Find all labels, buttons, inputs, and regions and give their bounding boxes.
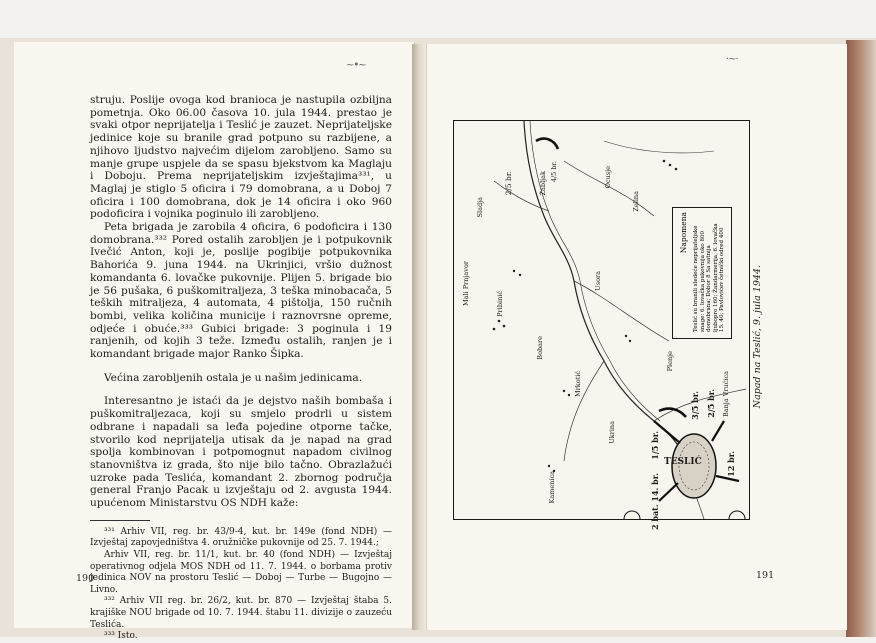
paragraph: struju. Poslije ovoga kod branioca je nastupila ozbiljna pometnja. Oko 06.00 časova 10. jula 1944. prestao je svaki otpor neprijatelja i Teslić je zauzet. Neprijateljske jedinice koje su branile grad potpuno su razbijene, a njihovo ljudstvo najvećim dijelom zarobljeno. Samo su manje grupe uspjele da se spasu bjekstvom ka Maglaju i Doboju. Prema neprijateljskim izvještajima³³¹, u Maglaj je stiglo 5 oficira i 79 domobrana, a u Doboj 7 oficira i 100 domobrana, dok je 14 oficira i oko 960 podoficira i vojnika poginulo ili zarobljeno. xyxy=(90,94,392,221)
road xyxy=(564,361,604,461)
map-label-unit: 3/5 br. xyxy=(690,391,700,420)
page-number-right: 191 xyxy=(756,570,775,581)
legend-title: Napomena xyxy=(679,212,688,254)
page-number-left: 190 xyxy=(76,573,95,584)
map-label-place: Ukrina xyxy=(608,421,616,444)
map-label-place: Sladja xyxy=(476,197,484,218)
map-label-unit: 1/5 br. xyxy=(650,431,660,460)
map-label-place: Mrkotić xyxy=(574,371,582,397)
map-label-place: Bobare xyxy=(536,336,544,360)
footnote: ³³³ Isto. xyxy=(104,631,138,642)
footnote: ³³¹ Arhiv VII, reg. br. 43/9-4, kut. br. 149e (fond NDH) — Izvještaj zapovjedništva 4. oružničke pukovnije od 25. 7. 1944.; xyxy=(90,526,392,549)
book-cover-edge xyxy=(846,40,876,637)
attack-arrow xyxy=(659,483,678,501)
paragraph: Većina zarobljenih ostala je u našim jedinicama. xyxy=(104,371,363,384)
unit-position xyxy=(729,511,745,519)
map-label-place: Zelina xyxy=(632,191,640,212)
map-label-unit: 4/5 br. xyxy=(550,161,558,183)
map-label-place: Kamenica xyxy=(548,471,556,504)
road xyxy=(604,141,714,153)
map-label-unit: 2/5 br. xyxy=(706,389,716,418)
map-label-unit: 12 br. xyxy=(726,451,736,477)
unit-position xyxy=(624,511,640,519)
front-line xyxy=(536,139,558,149)
paragraph: Peta brigada je zarobila 4 oficira, 6 podoficira i 130 domobrana.³³² Pored ostalih zarobljen je i potpukovnik Ivečić Anton, koji je, poslije pogibije potpukovnika Bahorića 9. juna 1944. na Ukrinjici, vršio dužnost komandanta 6. lovačke pukovnije. Plijen 5. brigade bio je 56 pušaka, 6 puškomitraljeza, 3 teška minobacača, 5 teških mitraljeza, 4 automata, 4 pištolja, 150 ručnih bombi, velika količina municije i raznovrsne opreme, odjeće i obuće.³³³ Gubici brigade: 3 poginula i 19 ranjenih, od kojih 3 teže. Između ostalih, ranjen je i komandant brigade major Ranko Šipka. xyxy=(90,221,392,361)
map-label-place: Usora xyxy=(594,271,602,291)
map-label-unit: 2/5 br. xyxy=(504,171,513,196)
footnote: Arhiv VII, reg. br. 11/1, kut. br. 40 (fond NDH) — Izvještaj operativnog odjela MOS NDH od 11. 7. 1944. o borbama protiv jedinica NOV na prostoru Teslić — Doboj — Turbe — Bugojno — Livno. xyxy=(90,549,392,595)
pencil-mark: ·~· xyxy=(726,54,738,65)
pencil-mark: ~•~ xyxy=(346,60,366,71)
footnotes xyxy=(90,527,392,643)
map-label-town: TESLIĆ xyxy=(664,457,702,467)
footnote: ³³² Arhiv VII reg. br. 26/2, kut. br. 870 — Izvještaj štaba 5. krajiške NOU brigade od 10. 7. 1944. štabu 11. divizije o zauzeću Teslića. xyxy=(90,596,392,630)
paragraph: Interesantno je istaći da je dejstvo naših bombaša i puškomitraljezaca, koji su smjelo prodrli u sistem odbrane i napadali sa leđa pojedine otporne tačke, stvorilo kod neprijatelja utisak da je napad na grad spolja kombinovan i potpomognut napadom civilnog stanovništva iz grada, što nije bilo tačno. Obrazlažući uzroke pada Teslića, komandant 2. zbornog područja general Franjo Pacak u izvještaju od 2. avgusta 1944. upućenom Ministarstvu OS NDH kaže: xyxy=(90,395,392,510)
road xyxy=(654,389,746,421)
map-legend xyxy=(672,207,732,339)
map-label-place: Žabljak xyxy=(539,171,547,196)
battle-map xyxy=(453,120,750,530)
map-label-unit: 2 bat. 14. br. xyxy=(650,473,660,530)
map-label-place: Pribinić xyxy=(496,291,504,317)
village-symbols xyxy=(493,160,678,473)
map-label-place: Plenje xyxy=(666,351,674,372)
left-page-text xyxy=(90,94,392,643)
map-label-place: Ocusje xyxy=(604,166,612,189)
road xyxy=(574,281,669,341)
map-label-place: Mali Prnjavor xyxy=(462,261,470,307)
attack-arrow xyxy=(712,421,724,441)
legend-body: Teslić su branili sledeće neprijateljske snage: 6. lovačka pukovnija oko 800 domobrana; Dobor 8 Sa satnija ljubopro 160; Žandarmerija, 6. lovačka 15. 40; Pavlovićev četnički odred 400 xyxy=(693,223,725,332)
footnote-divider xyxy=(90,520,150,521)
map-caption: Napad na Teslić, 9. jula 1944. xyxy=(752,265,763,409)
map-label-place: Banja Vrućica xyxy=(722,371,730,418)
